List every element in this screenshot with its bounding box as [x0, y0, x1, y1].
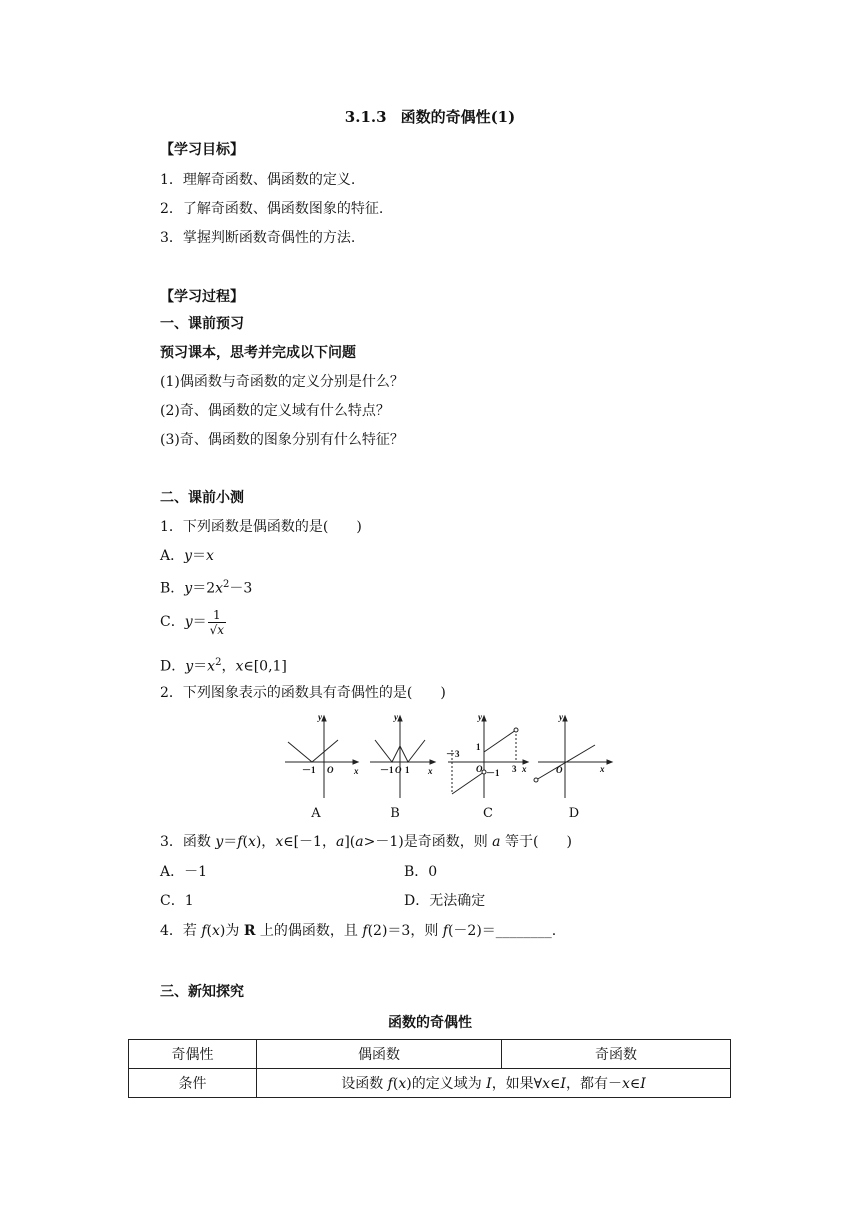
graph-a-origin: O — [327, 765, 334, 775]
arrow-icon — [607, 760, 612, 764]
goals-heading: 【学习目标】 — [160, 142, 244, 158]
arrow-icon — [322, 716, 326, 721]
process-heading: 【学习过程】 — [160, 289, 244, 305]
graph-b-y-label: y — [394, 712, 398, 722]
graph-a-x-label: x — [354, 766, 359, 776]
table-row — [129, 1069, 731, 1098]
table-cell-condition: 设函数 f(x)的定义域为 I，如果∀x∈I，都有－x∈I — [257, 1069, 731, 1098]
q3-option-b: B．0 — [404, 864, 438, 880]
fraction: $\frac{1}{√x}$ — [209, 607, 225, 637]
graph-c-tick: －1 — [486, 768, 500, 778]
q3-option-d: D．无法确定 — [404, 893, 486, 909]
graph-label-b: B — [390, 806, 400, 821]
arrow-icon — [353, 760, 358, 764]
q3-option-c: C．1 — [160, 893, 194, 909]
q1-option-d: D．$y=x^2$，x∈[0,1] — [160, 657, 287, 675]
parity-table — [128, 1039, 731, 1098]
table-header-cell: 奇偶性 — [129, 1040, 257, 1069]
section-title: 函数的奇偶性(1) — [400, 108, 516, 126]
graph-c-right-segment — [484, 730, 516, 752]
table-row — [129, 1040, 731, 1069]
graph-c-y-label: y — [478, 712, 482, 722]
page-title — [0, 106, 860, 127]
graph-c-tick: －3 — [446, 749, 460, 759]
graph-c-tick: 3 — [512, 764, 517, 774]
preview-item: (3)奇、偶函数的图象分别有什么特征？ — [160, 432, 404, 448]
arrow-icon — [482, 716, 486, 721]
explore-heading: 三、新知探究 — [160, 984, 244, 1000]
section-number: 3.1.3 — [344, 108, 387, 126]
graph-b-origin: O — [395, 765, 402, 775]
q2-stem: 2．下列图象表示的函数具有奇偶性的是( ) — [160, 685, 446, 701]
graph-label-d: D — [568, 806, 580, 821]
graph-c-origin: O — [476, 764, 483, 774]
q3-stem: 3．函数 y＝f(x)，x∈[－1，a](a>－1)是奇函数，则 a 等于( ) — [160, 834, 572, 850]
q4-stem: 4．若 f(x)为 R 上的偶函数，且 f(2)＝3，则 f(－2)＝________. — [160, 923, 557, 939]
graph-d-origin: O — [556, 765, 563, 775]
graph-a-tick: －1 — [302, 765, 316, 775]
graph-label-c: C — [483, 806, 493, 821]
graph-c-tick: 1 — [476, 742, 481, 752]
open-point — [514, 728, 518, 732]
graph-c-left-segment — [452, 772, 484, 794]
preview-item: (1)偶函数与奇函数的定义分别是什么？ — [160, 374, 404, 390]
table-header-cell: 奇函数 — [502, 1040, 731, 1069]
table-caption: 函数的奇偶性 — [388, 1015, 472, 1031]
open-point — [534, 778, 538, 782]
table-header-cell: 偶函数 — [257, 1040, 502, 1069]
graph-a-curve — [288, 740, 338, 762]
goal-item: 3．掌握判断函数奇偶性的方法. — [160, 230, 356, 246]
graph-c-x-label: x — [522, 764, 527, 774]
function-graphs-figure — [280, 710, 620, 800]
q1-option-a: A．y＝x — [160, 548, 214, 564]
preview-heading: 一、课前预习 — [160, 316, 244, 332]
goal-item: 1．理解奇函数、偶函数的定义. — [160, 172, 356, 188]
arrow-icon — [398, 716, 402, 721]
quiz-heading: 二、课前小测 — [160, 490, 244, 506]
q1-stem: 1．下列函数是偶函数的是( ) — [160, 519, 362, 535]
preview-item: (2)奇、偶函数的定义域有什么特点？ — [160, 403, 390, 419]
goal-item: 2．了解奇函数、偶函数图象的特征. — [160, 201, 384, 217]
graph-b-x-label: x — [428, 766, 433, 776]
arrow-icon — [430, 760, 435, 764]
graph-b-tick: 1 — [405, 765, 410, 775]
q3-option-a: A．－1 — [160, 864, 208, 880]
table-cell: 条件 — [129, 1069, 257, 1098]
q1-option-b: B．$y=2x^2-3$ — [160, 579, 253, 597]
graph-label-a: A — [311, 806, 321, 821]
arrow-icon — [563, 716, 567, 721]
graph-b-tick: －1 — [380, 765, 394, 775]
preview-subheading: 预习课本，思考并完成以下问题 — [160, 345, 356, 361]
graph-d-y-label: y — [559, 712, 563, 722]
sqrt-symbol: √ — [209, 622, 218, 637]
graph-a-y-label: y — [318, 712, 322, 722]
graph-d-x-label: x — [600, 764, 605, 774]
q1-option-c: C．y＝ $\frac{1}{√x}$ — [160, 607, 225, 637]
